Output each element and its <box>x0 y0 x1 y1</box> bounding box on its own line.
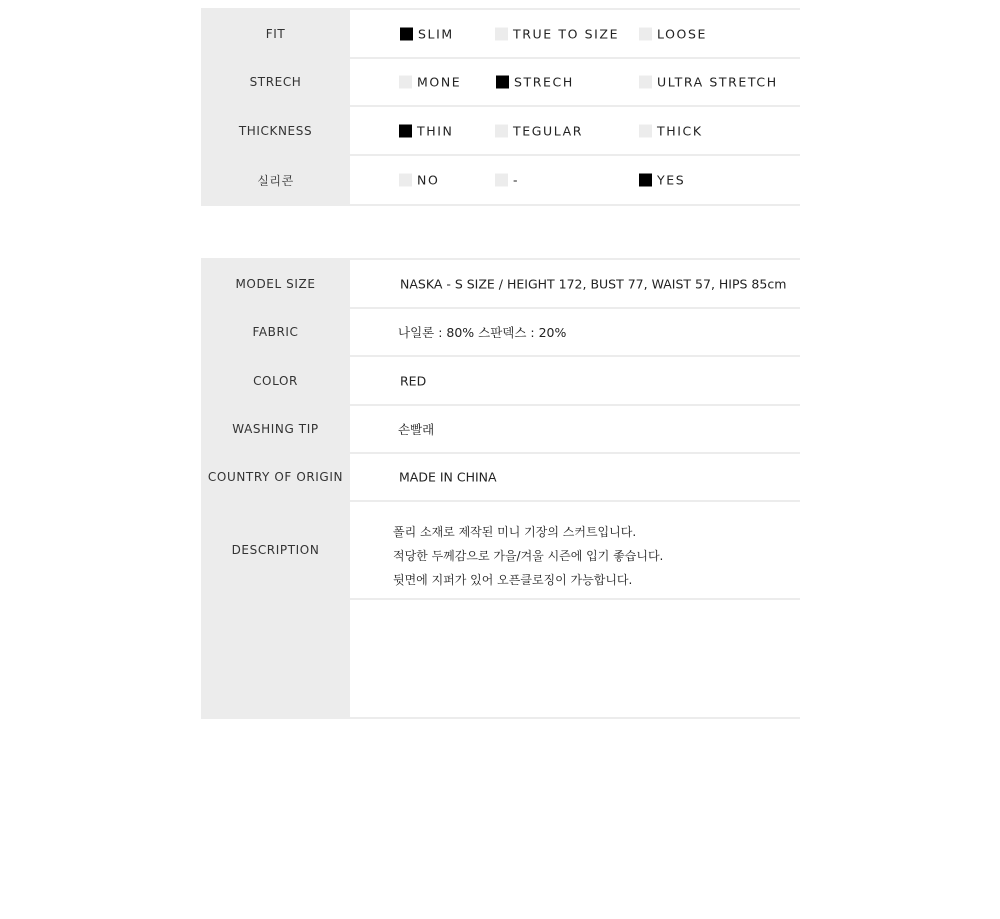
option-label: - <box>513 172 520 188</box>
detail-value-cell <box>350 309 800 355</box>
description-text <box>393 520 663 592</box>
option-strech <box>496 75 574 90</box>
size-row-fit <box>201 10 800 59</box>
detail-row-description <box>201 502 800 600</box>
unchecked-box-icon <box>495 124 508 137</box>
option-no <box>399 173 439 188</box>
detail-value-cell <box>350 406 800 452</box>
unchecked-box-icon <box>639 76 652 89</box>
size-row-options <box>350 10 800 57</box>
option-mone <box>399 75 461 90</box>
option-label: ULTRA STRETCH <box>657 74 778 90</box>
detail-label: WASHING TIP <box>201 406 350 452</box>
description-line: 폴리 소재로 제작된 미니 기장의 스커트입니다. <box>393 525 637 539</box>
option-label: THIN <box>417 123 454 138</box>
option-label: NO <box>417 172 440 188</box>
detail-row-model-size <box>201 260 800 309</box>
size-guide-table <box>201 10 800 206</box>
description-line: 뒷면에 지퍼가 있어 오픈클로징이 가능합니다. <box>393 573 633 587</box>
option-label: MONE <box>417 74 462 90</box>
option-dash <box>495 173 519 188</box>
detail-row-empty <box>201 600 800 719</box>
size-row-silicone <box>201 156 800 206</box>
detail-value: 나일론 : 80% 스판덱스 : 20% <box>398 325 567 340</box>
detail-value: NASKA - S SIZE / HEIGHT 172, BUST 77, WAIST 57, HIPS 85cm <box>400 276 787 291</box>
size-row-label: STRECH <box>201 59 350 105</box>
product-details-table <box>201 260 800 719</box>
detail-row-country-of-origin <box>201 454 800 502</box>
checked-box-icon <box>399 124 412 137</box>
option-label: YES <box>657 172 686 188</box>
size-row-thickness <box>201 107 800 156</box>
size-row-label: THICKNESS <box>201 107 350 154</box>
option-yes <box>639 173 685 188</box>
option-thick <box>639 123 703 138</box>
size-row-options <box>350 156 800 204</box>
detail-label: FABRIC <box>201 309 350 355</box>
detail-value-cell <box>350 357 800 404</box>
detail-value-cell <box>350 502 800 598</box>
detail-label: COLOR <box>201 357 350 404</box>
option-thin <box>399 123 453 138</box>
option-label: TEGULAR <box>513 123 584 138</box>
detail-row-fabric <box>201 309 800 357</box>
unchecked-box-icon <box>399 76 412 89</box>
detail-value: RED <box>400 373 427 388</box>
option-slim <box>400 26 454 41</box>
empty-label-cell <box>201 600 350 717</box>
size-row-label: FIT <box>201 10 350 57</box>
unchecked-box-icon <box>495 27 508 40</box>
checked-box-icon <box>496 76 509 89</box>
detail-label: COUNTRY OF ORIGIN <box>201 454 350 500</box>
detail-value-cell <box>350 260 800 307</box>
detail-value: 손빨래 <box>398 422 435 437</box>
detail-row-washing-tip <box>201 406 800 454</box>
option-loose <box>639 26 707 41</box>
size-row-label: 실리콘 <box>201 156 350 204</box>
checked-box-icon <box>400 27 413 40</box>
option-ultra-stretch <box>639 75 778 90</box>
option-label: THICK <box>657 123 703 138</box>
detail-row-color <box>201 357 800 406</box>
detail-value-cell <box>350 454 800 500</box>
option-label: SLIM <box>418 26 454 41</box>
unchecked-box-icon <box>639 124 652 137</box>
detail-label: MODEL SIZE <box>201 260 350 307</box>
unchecked-box-icon <box>639 27 652 40</box>
unchecked-box-icon <box>399 174 412 187</box>
option-label: LOOSE <box>657 26 708 41</box>
description-line: 적당한 두께감으로 가을/겨울 시즌에 입기 좋습니다. <box>393 549 664 563</box>
option-label: STRECH <box>514 74 574 90</box>
option-true-to-size <box>495 26 619 41</box>
option-tegular <box>495 123 583 138</box>
detail-value: MADE IN CHINA <box>399 469 497 485</box>
checked-box-icon <box>639 174 652 187</box>
size-row-strech <box>201 59 800 107</box>
size-row-options <box>350 107 800 154</box>
detail-label: DESCRIPTION <box>201 502 350 598</box>
empty-value-cell <box>350 600 800 717</box>
option-label: TRUE TO SIZE <box>513 26 620 41</box>
unchecked-box-icon <box>495 174 508 187</box>
size-row-options <box>350 59 800 105</box>
